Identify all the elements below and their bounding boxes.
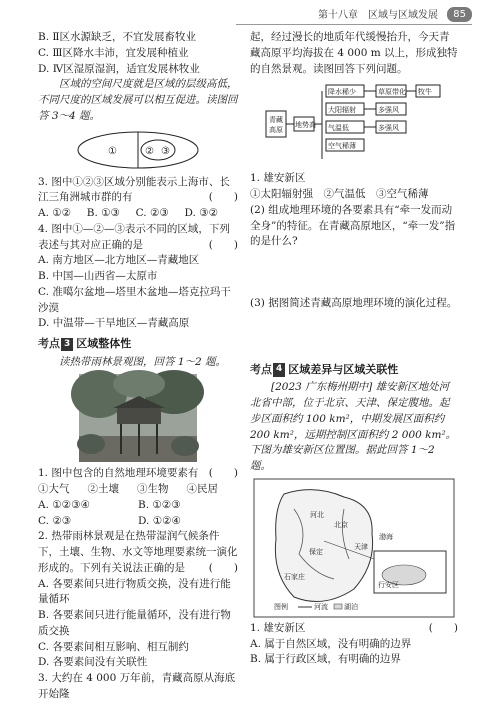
right-column [250, 30, 458, 668]
flow-mid-3: 多强风 [378, 124, 399, 133]
answer-space-2 [250, 250, 458, 296]
q2-option-b: B. 各要素间只进行能量循环，没有进行物质交换 [38, 609, 231, 637]
q1-option-c: C. ②③ [38, 514, 72, 527]
ellipse-label-3: ③ [161, 145, 170, 157]
section-kaodian-4: 考点 4 区域差异与区域关联性 [250, 362, 399, 376]
page-header [0, 4, 480, 26]
left-column [38, 30, 238, 703]
xiongan-map [250, 479, 458, 617]
sub-question-2: (2) 组成地理环境的各要素具有“牵一发而动全身”的特征。在青藏高原地区，“牵一发”指的是什么? [250, 203, 456, 248]
q2-option-c: C. 各要素间相互影响、相互制约 [38, 640, 189, 653]
flow-box-1: 降水稀少 [328, 88, 356, 97]
ellipse-label-1: ① [108, 145, 117, 157]
nested-ellipse-figure [38, 129, 238, 171]
map-xingtai: 行安区 [378, 580, 399, 589]
ellipse-label-2: ② [145, 145, 154, 157]
q3-option-d: D. ③② [184, 207, 218, 219]
xiongan-question-1: 1. 雄安新区 ( ) [250, 621, 458, 634]
xiongan-intro: [2023 广东梅州期中] 雄安新区地处河北省中部，位于北京、天津、保定腹地。起步区面积约 100 km²，中期发展区面积约 200 km²，远期控制区面积约 2 000 km²。下图为雄安新区位置图。据此回答 1～2 题。 [250, 381, 457, 472]
rainforest-image [79, 374, 197, 462]
q1-options [38, 498, 238, 530]
sub-question-3: (3) 据图简述青藏高原地理环境的演化过程。 [250, 297, 458, 309]
flow-top: 地势高 [295, 121, 316, 130]
flow-mid-1: 草原带化 [378, 88, 406, 97]
q1-option-b: B. ①②③ [138, 498, 181, 511]
map-beijing: 北京 [334, 520, 348, 529]
flow-far: 牧牛 [418, 88, 432, 97]
q3-option-b: B. ①③ [86, 207, 120, 219]
flow-left-2: 高原 [269, 126, 283, 135]
answer-space-3 [250, 312, 458, 358]
flow-box-2: 大阳辐射 [328, 106, 356, 115]
q1-item-1: ①大气 [38, 483, 70, 495]
q3-options [38, 206, 238, 222]
continuation-text: 起，经过漫长的地质年代缓慢抬升，今天青藏高原平均海拔在 4 000 m 以上，形成独特的自然景观。读图回答下列问题。 [250, 31, 458, 75]
q2-option-d: D. 各要素间没有关联性 [38, 656, 148, 669]
prev-option-c: C. Ⅲ区降水丰沛，宜发展种植业 [38, 46, 189, 59]
q4-option-b: B. 中国—山西省—太原市 [38, 270, 158, 282]
flow-box-4: 空气稀薄 [328, 142, 356, 151]
q1-item-3: ③生物 [137, 483, 169, 495]
map-legend: 图例 [274, 602, 288, 611]
xiongan-location-map [254, 479, 454, 617]
map-tianjin: 天津 [354, 542, 368, 551]
sub-question-1: 1. 雄安新区 [250, 172, 306, 185]
flow-left-1: 青藏 [269, 116, 283, 125]
flow-diagram [250, 81, 458, 167]
prev-option-d: D. Ⅳ区湿原湿润，适宜发展林牧业 [38, 62, 200, 75]
question-1: 1. 图中包含的自然地理环境要素有 ( ) [38, 467, 238, 480]
q1-option-a: A. ①②③④ [38, 498, 90, 511]
tibet-flowchart [264, 81, 444, 167]
sub-question-1-items: ①太阳辐射强 ②气温低 ③空气稀薄 [250, 188, 429, 200]
map-legend-lake: 湖泊 [344, 602, 358, 611]
flow-mid-2: 多强风 [378, 106, 399, 115]
q4-option-d: D. 中温带—干旱地区—青藏高原 [38, 317, 190, 330]
q2-option-a: A. 各要素间只进行物质交换，没有进行能量循环 [38, 577, 231, 606]
map-hebei: 河北 [310, 510, 324, 519]
question-2: 2. 热带雨林景观是在热带湿润气候条件下，土壤、生物、水文等地理要素统一演化形成的。下列有关说法正确的是 ( ) [38, 530, 238, 574]
rainforest-photo [38, 374, 238, 462]
question-3: 3. 图中①②③区域分别能表示上海市、长江三角洲城市群的有 ( ) [38, 175, 238, 204]
question-4: 4. 图中①—②—③表示不同的区域，下列表述与其对应正确的是 ( ) [38, 222, 238, 251]
page-number: 85 [447, 7, 472, 22]
xiongan-q1-option-b: B. 属于行政区域，有明确的边界 [250, 653, 401, 666]
map-legend-river: 河流 [314, 602, 328, 611]
intro-3-4: 区域的空间尺度就是区域的层级高低，不同尺度的区域发展可以相互促进。读图回答 3～4 题。 [38, 78, 238, 122]
flow-box-3: 气温低 [328, 124, 349, 133]
q1-option-d: D. ①②④ [138, 514, 181, 527]
ellipse-diagram [73, 129, 203, 171]
q3-option-c: C. ②③ [135, 207, 169, 219]
q3-option-a: A. ①② [38, 207, 72, 219]
q1-items [38, 482, 238, 498]
question-3b: 3. 大约在 4 000 万年前，青藏高原从海底开始隆 [38, 672, 236, 700]
q4-option-c: C. 准噶尔盆地—塔里木盆地—塔克拉玛干沙漠 [38, 285, 231, 314]
q1-item-4: ④民居 [186, 483, 218, 495]
map-shijiazhuang: 石家庄 [284, 572, 305, 581]
header-rule [236, 24, 472, 25]
q4-option-a: A. 南方地区—北方地区—青藏地区 [38, 254, 200, 267]
chapter-title: 第十八章 区域与区域发展 [318, 10, 438, 21]
prev-option-b: B. Ⅱ区水源缺乏，不宜发展畜牧业 [38, 31, 197, 43]
intro-1-2: 读热带雨林景观图，回答 1～2 题。 [59, 355, 227, 368]
map-bohai: 渤海 [379, 532, 393, 541]
section-kaodian-3: 考点 3 区域整体性 [38, 337, 132, 350]
xiongan-q1-option-a: A. 属于自然区域，没有明确的边界 [250, 637, 412, 650]
q1-item-2: ②土壤 [87, 483, 119, 495]
map-baoding: 保定 [309, 547, 323, 556]
